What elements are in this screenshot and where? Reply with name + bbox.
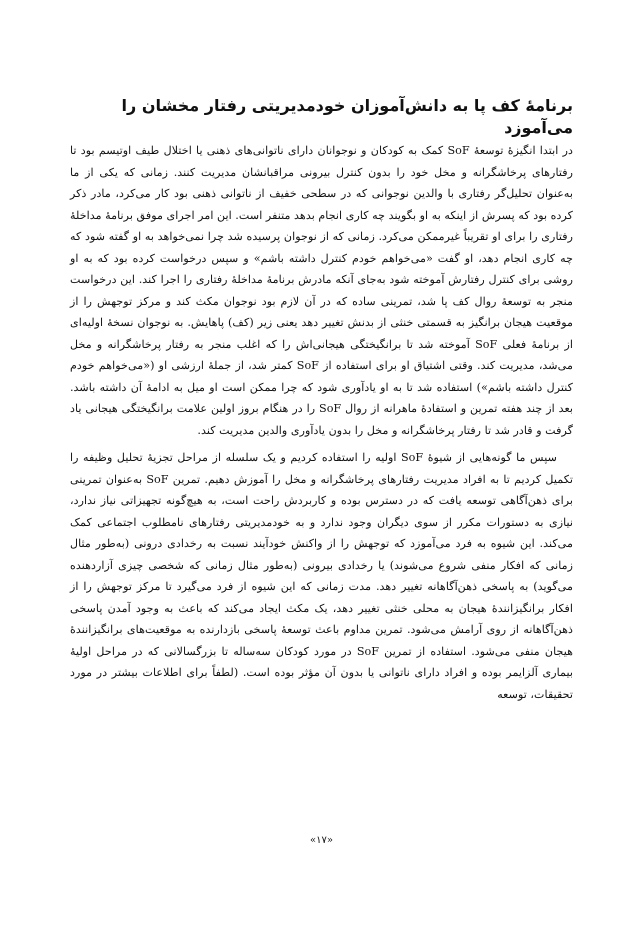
paragraph-2: سپس ما گونه‌هایی از شیوهٔ SoF اولیه را استفاده کردیم و یک سلسله از مراحل تجزیهٔ تحلیل وظیفه را تکمیل کردیم تا به افراد مدیریت رفتارهای پرخاشگرانه و مخل را آموزش دهیم. تمرین SoF به‌عنوان تمرینی برای ذهن‌آگاهی توسعه یافت که در دسترس بوده و کاربردش راحت است، به هیچ‌گونه تجهیزاتی نیاز ندارد، نیازی به دستورات مکرر از سوی دیگران وجود ندارد و به خودمدیریتی رفتارهای نامطلوب اجتماعی کمک می‌کند. این شیوه به فرد می‌آموزد که توجهش را از واکنش خودآیند نسبت به رخدادی درونی (به‌طور مثال زمانی که افکار منفی شروع می‌شوند) یا رخدادی بیرونی (به‌طور مثال زمانی که شخصی چیزی آزاردهنده می‌گوید) به پاسخی ذهن‌آگاهانه تغییر دهد. مدت زمانی که این شیوه از فرد می‌گیرد تا مرکز توجهش را از افکار برانگیزانندهٔ هیجان به محلی خنثی تغییر دهد، یک مکث ایجاد می‌کند که باعث به وجود آمدن پاسخی ذهن‌آگاهانه از روی آرامش می‌شود. تمرین مداوم باعث توسعهٔ پاسخی بازدارنده به موقعیت‌های برانگیزانندهٔ هیجان منفی می‌شود. استفاده از تمرین SoF در مورد کودکان سه‌ساله تا بزرگسالانی که در مراحل اولیهٔ بیماری آلزایمر بوده و افراد دارای ناتوانی یا بدون آن مؤثر بوده است. (لطفاً برای اطلاعات بیشتر در مورد تحقیقات، توسعه [70,451,574,701]
body-text [70,140,573,705]
page-number: «۱۷» [310,835,333,846]
paragraph-1: در ابتدا انگیزهٔ توسعهٔ SoF کمک به کودکان و نوجوانان دارای ناتوانی‌های ذهنی یا اختلال طیف اوتیسم بود تا رفتارهای پرخاشگرانه و مخل خود را بدون کنترل بیرونی مراقبانشان مدیریت کنند. زمانی که یکی از ما به‌عنوان تحلیل‌گر رفتاری با والدین نوجوانی که در سطحی خفیف از ناتوانی ذهنی بود کار می‌کرد، مادر ذکر کرده بود که پسرش از اینکه به او بگویند چه کاری انجام بدهد متنفر است. این امر اجرای موفق برنامهٔ مداخلهٔ رفتاری را برای او تقریباً غیرممکن می‌کرد. زمانی که از نوجوان پرسیده شد چرا نمی‌خواهد به او گفته شود که چه کاری انجام دهد، او گفت «می‌خواهم خودم کنترل داشته باشم» و سپس درخواست کرده بود که به او روشی برای کنترل رفتارش آموخته شود به‌جای آنکه مادرش برنامهٔ مداخلهٔ رفتاری را اجرا کند. این درخواست منجر به توسعهٔ روال کف پا شد، تمرینی ساده که در آن لازم بود نوجوان مکث کند و مرکز توجهش را از موقعیت هیجان برانگیز به قسمتی خنثی از بدنش تغییر دهد یعنی زیر (کف) پاهایش. به نوجوان نسخهٔ اولیه‌ای از برنامهٔ فعلی SoF آموخته شد تا برانگیختگی هیجانی‌اش را که اغلب منجر به رفتار پرخاشگرانه و مخل می‌شد، مدیریت کند. وقتی اشتیاق او برای استفاده از SoF کمتر شد، از جملهٔ ارزشی او («می‌خواهم خودم کنترل داشته باشم») استفاده شد تا به او یادآوری شود که چرا ممکن است او میل به ادامهٔ آن داشته باشد. بعد از چند هفته تمرین و استفادهٔ ماهرانه از روال SoF را در هنگام بروز اولین علامت برانگیختگی هیجانی یاد گرفت و قادر شد تا رفتار پرخاشگرانه و مخل را بدون یادآوری والدین مدیریت کند. [70,144,573,437]
page-title: برنامهٔ کف پا به دانش‌آموزان خودمدیریتی رفتار مخشان را می‌آموزد [121,96,573,137]
